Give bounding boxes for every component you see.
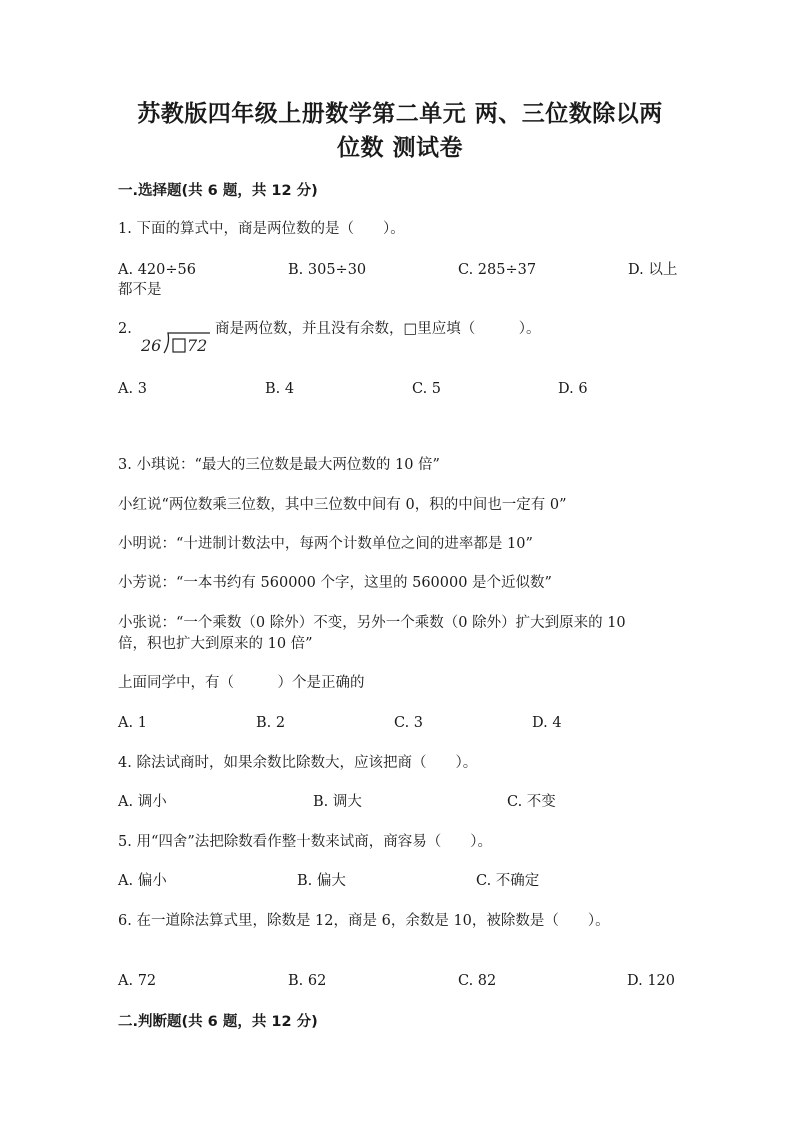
section-heading-judgement: 二.判断题(共 6 题，共 12 分) [118,1014,318,1030]
question-6-option-c[interactable]: C. 82 [458,973,497,989]
question-2-option-a[interactable]: A. 3 [118,381,147,397]
long-division-figure [140,330,212,356]
question-3-line: 小张说：“一个乘数（0 除外）不变，另外一个乘数（0 除外）扩大到原来的 10 [118,615,626,631]
question-6-stem: 6. 在一道除法算式里，除数是 12，商是 6，余数是 10，被除数是（ ）。 [118,913,610,929]
question-1-option-b[interactable]: B. 305÷30 [288,262,367,278]
question-3-option-a[interactable]: A. 1 [118,715,147,731]
question-4-option-c[interactable]: C. 不变 [507,794,556,810]
question-3-option-d[interactable]: D. 4 [532,715,562,731]
question-2-option-c[interactable]: C. 5 [412,381,442,397]
division-dividend-digits: 72 [187,336,208,355]
title-line-2: 位数 测试卷 [336,135,463,161]
question-3-line: 上面同学中，有（ ）个是正确的 [118,675,365,691]
question-1-option-a[interactable]: A. 420÷56 [118,262,196,278]
question-3-option-b[interactable]: B. 2 [256,715,286,731]
question-2-option-b[interactable]: B. 4 [265,381,295,397]
question-5-option-c[interactable]: C. 不确定 [476,873,540,889]
question-1-option-c[interactable]: C. 285÷37 [458,262,537,278]
blank-box-icon [173,339,185,352]
question-3-line: 小芳说：“一本书约有 560000 个字，这里的 560000 是个近似数” [118,575,552,591]
section-heading-choice: 一.选择题(共 6 题，共 12 分) [118,183,318,199]
question-1-option-d-continued: 都不是 [118,282,162,298]
question-4-stem: 4. 除法试商时，如果余数比除数大，应该把商（ ）。 [118,755,478,771]
question-6-option-a[interactable]: A. 72 [118,973,157,989]
question-3-line: 3. 小琪说：“最大的三位数是最大两位数的 10 倍” [118,457,440,473]
question-3-line: 倍，积也扩大到原来的 10 倍” [118,636,313,652]
question-2-stem: 商是两位数，并且没有余数，□里应填（ ）。 [215,321,541,337]
question-6-option-d[interactable]: D. 120 [627,973,676,989]
question-1-option-d[interactable]: D. 以上 [628,262,678,278]
question-3-line: 小明说：“十进制计数法中，每两个计数单位之间的进率都是 10” [118,536,533,552]
division-divisor: 26 [141,336,162,355]
question-3-option-c[interactable]: C. 3 [394,715,424,731]
question-5-stem: 5. 用“四舍”法把除数看作整十数来试商，商容易（ ）。 [118,834,493,850]
question-5-option-a[interactable]: A. 偏小 [118,873,167,889]
question-1-stem: 1. 下面的算式中，商是两位数的是（ ）。 [118,221,405,237]
title-line-1: 苏教版四年级上册数学第二单元 两、三位数除以两 [137,101,663,127]
question-4-option-b[interactable]: B. 调大 [313,794,362,810]
question-3-line: 小红说“两位数乘三位数，其中三位数中间有 0，积的中间也一定有 0” [118,497,567,513]
question-2-number: 2. [118,321,132,337]
question-4-option-a[interactable]: A. 调小 [118,794,167,810]
question-5-option-b[interactable]: B. 偏大 [297,873,346,889]
question-6-option-b[interactable]: B. 62 [288,973,327,989]
page-title [100,97,700,165]
question-2-option-d[interactable]: D. 6 [558,381,588,397]
